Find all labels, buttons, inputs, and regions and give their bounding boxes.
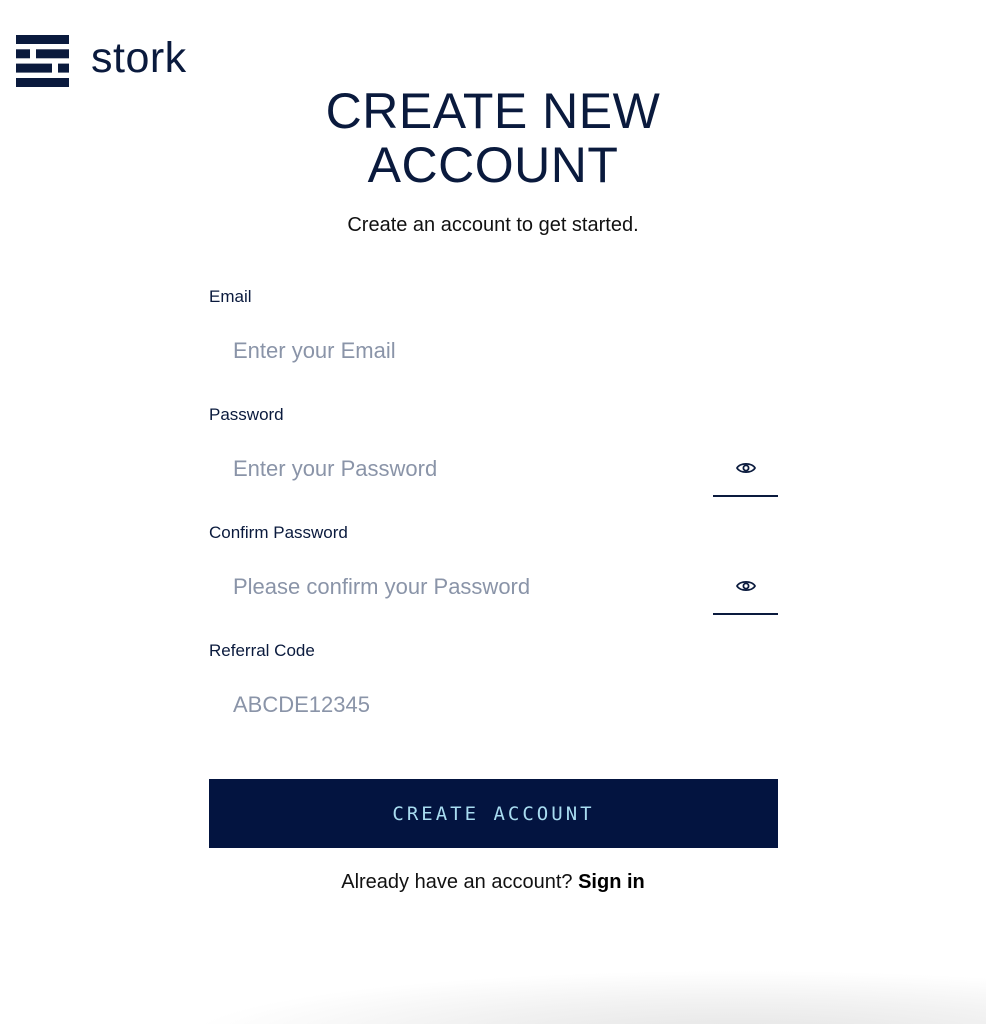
eye-icon [736,461,756,475]
page-title [0,84,986,192]
confirm-password-field[interactable] [209,559,709,615]
signin-link[interactable]: Sign in [578,871,645,893]
stork-logo[interactable] [16,35,187,87]
signin-prompt-text: Already have an account? [341,871,573,893]
referral-code-label: Referral Code [209,641,315,660]
email-label: Email [209,287,252,306]
brand-name: stork [91,33,187,82]
email-field[interactable] [209,323,778,379]
confirm-password-label: Confirm Password [209,523,348,542]
page-title-line1: CREATE NEW [325,83,661,139]
eye-icon [736,579,756,593]
bottom-shadow [0,954,986,1024]
referral-code-field[interactable] [209,677,778,733]
stork-logo-icon [16,35,69,87]
password-label: Password [209,405,284,424]
signin-prompt [0,871,986,894]
page-title-line2: ACCOUNT [367,137,619,193]
password-field[interactable] [209,441,709,497]
create-account-button[interactable]: CREATE ACCOUNT [209,779,778,848]
page-subtitle: Create an account to get started. [347,214,639,236]
password-visibility-toggle[interactable] [713,449,778,497]
confirm-password-visibility-toggle[interactable] [713,567,778,615]
